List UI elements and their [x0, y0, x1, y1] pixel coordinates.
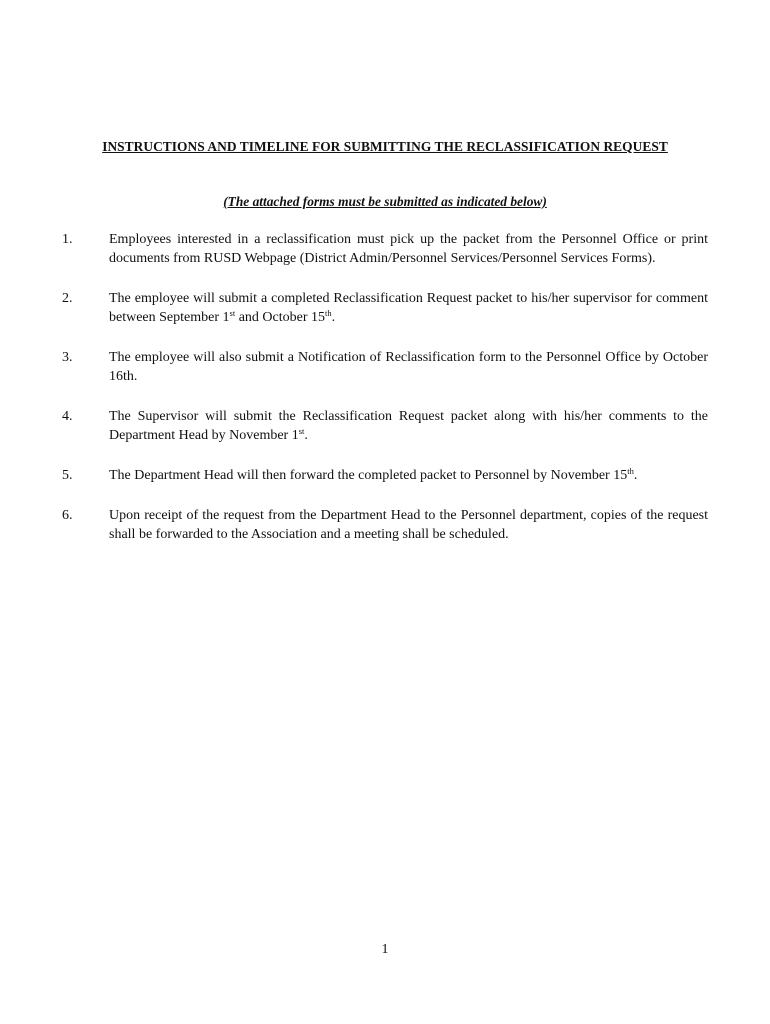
list-item: [62, 466, 708, 485]
list-item: [62, 230, 708, 268]
item-text: [109, 348, 708, 386]
item-text-segment: The employee will also submit a Notification of Reclassification form to the Personnel Office by October 16th.: [109, 350, 708, 384]
item-text-segment: The Department Head will then forward the completed packet to Personnel by November 15: [109, 468, 628, 483]
item-text-segment: .: [331, 310, 336, 325]
list-item: [62, 407, 708, 445]
instruction-list: [62, 230, 708, 565]
item-number: 5.: [62, 468, 73, 483]
item-number: 2.: [62, 291, 73, 306]
item-number: 3.: [62, 350, 73, 365]
item-number: 1.: [62, 232, 73, 247]
item-text: [109, 289, 708, 327]
list-item: [62, 289, 708, 327]
item-text: [109, 407, 708, 445]
page-number: 1: [381, 942, 389, 957]
ordinal-suffix: th: [325, 308, 332, 318]
item-text-segment: The employee will submit a completed Reclassification Request packet to his/her supervisor for comment between September 1: [109, 291, 708, 325]
item-text: [109, 230, 708, 268]
document-title: INSTRUCTIONS AND TIMELINE FOR SUBMITTING THE RECLASSIFICATION REQUEST: [102, 139, 668, 154]
item-text: [109, 506, 708, 544]
list-item: [62, 348, 708, 386]
item-text-segment: Upon receipt of the request from the Department Head to the Personnel department, copies of the request shall be forwarded to the Association and a meeting shall be scheduled.: [109, 508, 708, 542]
ordinal-suffix: st: [229, 308, 236, 318]
ordinal-suffix: th: [627, 466, 634, 476]
item-text-segment: The Supervisor will submit the Reclassification Request packet along with his/her comments to the Department Head by November 1: [109, 409, 708, 443]
item-number: 4.: [62, 409, 73, 424]
item-text-segment: .: [633, 468, 638, 483]
list-item: [62, 506, 708, 544]
item-text: [109, 466, 708, 485]
item-number: 6.: [62, 508, 73, 523]
item-text-segment: Employees interested in a reclassification must pick up the packet from the Personnel Office or print documents from RUSD Webpage (District Admin/Personnel Services/Personnel Services Forms).: [109, 232, 708, 266]
item-text-segment: .: [304, 428, 308, 443]
item-text-segment: and October 15: [235, 310, 325, 325]
document-subtitle: (The attached forms must be submitted as indicated below): [223, 194, 547, 209]
ordinal-suffix: st: [298, 426, 305, 436]
